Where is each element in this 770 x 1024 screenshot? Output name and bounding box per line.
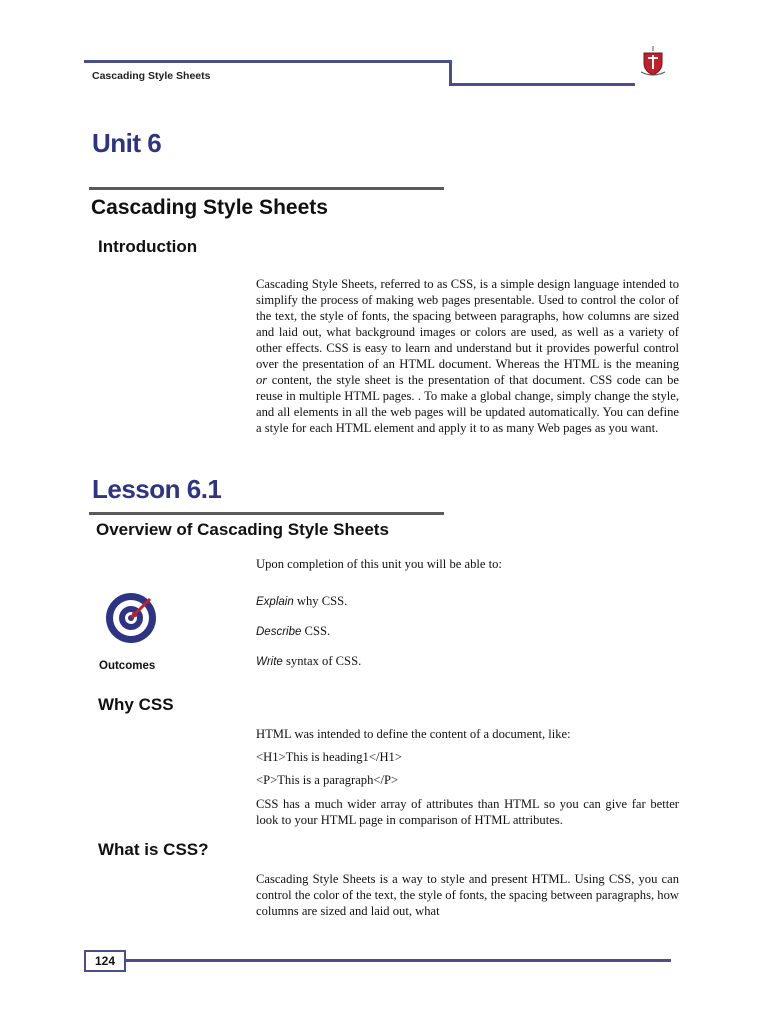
why-css-heading: Why CSS: [98, 695, 174, 714]
page-number: 124: [84, 950, 126, 972]
what-is-css-heading: What is CSS?: [98, 840, 209, 859]
outcomes-label: Outcomes: [99, 660, 156, 672]
introduction-paragraph: Cascading Style Sheets, referred to as CSS, is a simple design language intended to simplify the process of making web pages presentable. Used to control the color of the text, the style of fonts, the spacing between paragraphs, how columns are sized and laid out, what background images or colors are used, as well as a variety of other effects. CSS is easy to learn and understand but it provides powerful control over the presentation of an HTML document. Whereas the HTML is the meaning or content, the style sheet is the presentation of that document. CSS code can be reuse in multiple HTML pages. . To make a global change, simply change the style, and all elements in all the web pages will be updated automatically. You can define a style for each HTML element and apply it to as many Web pages as you want.: [256, 277, 679, 435]
objective-item: Describe CSS.: [256, 624, 331, 638]
lesson-title: Lesson 6.1: [92, 474, 222, 504]
why-css-line: HTML was intended to define the content of a document, like:: [256, 727, 571, 741]
code-example-p: <P>This is a paragraph</P>: [256, 773, 399, 787]
introduction-heading: Introduction: [98, 237, 198, 256]
lesson-intro: Upon completion of this unit you will be able to:: [256, 557, 502, 571]
running-header-title: Cascading Style Sheets: [92, 70, 211, 82]
lesson-heading: Overview of Cascading Style Sheets: [96, 520, 389, 539]
what-is-css-paragraph: Cascading Style Sheets is a way to style and present HTML. Using CSS, you can control the color of the text, the style of fonts, the spacing between paragraphs, how columns are sized and laid out, what: [256, 872, 679, 918]
unit-title: Unit 6: [92, 128, 162, 158]
why-css-paragraph: CSS has a much wider array of attributes than HTML so you can give far better look to your HTML page in comparison of HTML attributes.: [256, 797, 679, 827]
institution-logo-icon: [637, 45, 669, 77]
section-rule: [89, 187, 444, 190]
header-rule-top: [84, 60, 452, 63]
footer-rule: [126, 959, 671, 962]
unit-subtitle: Cascading Style Sheets: [91, 196, 328, 219]
objective-item: Explain why CSS.: [256, 594, 348, 608]
header-rule-right: [449, 83, 635, 86]
code-example-h1: <H1>This is heading1</H1>: [256, 750, 402, 764]
target-icon: [104, 591, 158, 645]
objective-item: Write syntax of CSS.: [256, 654, 362, 668]
section-rule: [89, 512, 444, 515]
